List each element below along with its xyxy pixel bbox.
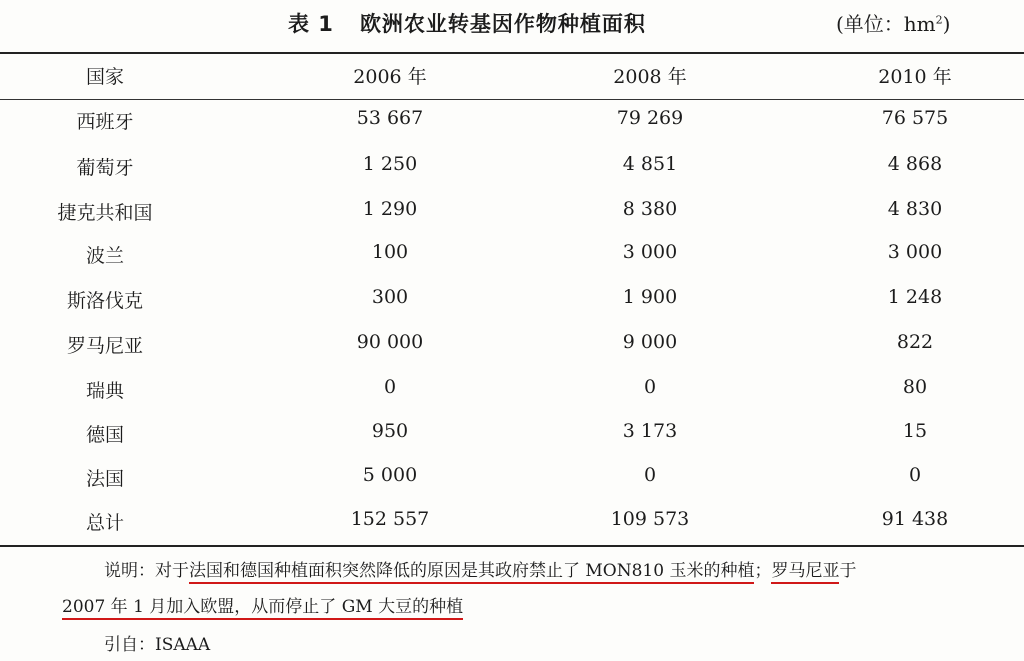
unit-suffix: )	[942, 12, 951, 36]
value-cell: 0	[383, 376, 397, 398]
table-row	[0, 376, 1024, 416]
value-cell: 822	[896, 331, 934, 353]
table-row	[0, 420, 1024, 460]
value-cell: 0	[643, 376, 657, 398]
value-cell: 5 000	[362, 464, 418, 486]
value-cell: 1 900	[622, 286, 678, 308]
country-cell: 葡萄牙	[76, 157, 134, 179]
unit-prefix: (单位：hm	[836, 12, 936, 36]
country-cell: 斯洛伐克	[66, 290, 143, 312]
value-cell: 1 290	[362, 198, 418, 220]
value-cell: 15	[902, 420, 928, 442]
country-cell: 总计	[85, 512, 124, 534]
underlined-text: 2007 年 1 月加入欧盟，从而停止了 GM 大豆的种植	[62, 597, 463, 620]
value-cell: 53 667	[356, 107, 424, 129]
table-row	[0, 464, 1024, 504]
value-cell: 90 000	[356, 331, 424, 353]
table-row	[0, 286, 1024, 326]
note-text: 对于	[155, 561, 189, 581]
table-row	[0, 153, 1024, 193]
underlined-text: 法国和德国种植面积突然降低的原因是其政府禁止了 MON810 玉米的种植	[189, 561, 754, 584]
note-text: ；	[754, 561, 772, 581]
value-cell: 8 380	[622, 198, 678, 220]
table-caption: 欧洲农业转基因作物种植面积	[359, 12, 646, 36]
table-row	[0, 241, 1024, 281]
top-rule	[0, 52, 1024, 54]
value-cell: 76 575	[881, 107, 949, 129]
title-main	[288, 8, 646, 38]
country-cell: 罗马尼亚	[66, 335, 143, 357]
country-cell: 法国	[85, 468, 124, 490]
value-cell: 3 173	[622, 420, 678, 442]
value-cell: 300	[371, 286, 409, 308]
value-cell: 9 000	[622, 331, 678, 353]
table-header-row	[0, 62, 1024, 102]
note-text: 于	[839, 561, 857, 581]
value-cell: 1 250	[362, 153, 418, 175]
source-line: 引自：ISAAA	[104, 635, 211, 655]
country-cell: 瑞典	[85, 380, 124, 402]
table-row	[0, 508, 1024, 548]
note-line-2	[62, 592, 463, 617]
value-cell: 152 557	[350, 508, 430, 530]
unit-label	[836, 8, 950, 37]
value-cell: 0	[643, 464, 657, 486]
unit-superscript: 2	[935, 13, 943, 27]
value-cell: 1 248	[887, 286, 943, 308]
value-cell: 80	[902, 376, 928, 398]
note-label: 说明：	[104, 561, 155, 581]
value-cell: 4 851	[622, 153, 678, 175]
value-cell: 79 269	[616, 107, 684, 129]
country-cell: 波兰	[85, 245, 124, 267]
country-cell: 捷克共和国	[57, 202, 153, 224]
table-row	[0, 198, 1024, 238]
value-cell: 4 868	[887, 153, 943, 175]
value-cell: 3 000	[622, 241, 678, 263]
note-line-1	[104, 556, 856, 581]
country-cell: 德国	[85, 424, 124, 446]
value-cell: 4 830	[887, 198, 943, 220]
country-cell: 西班牙	[76, 111, 134, 133]
column-header: 2010 年	[878, 66, 952, 88]
column-header: 2008 年	[613, 66, 687, 88]
column-header: 2006 年	[353, 66, 427, 88]
underlined-text: 罗马尼亚	[771, 561, 839, 584]
table-row	[0, 331, 1024, 371]
table-number: 表 1	[288, 12, 334, 36]
table-row	[0, 107, 1024, 147]
table-title	[0, 6, 1024, 42]
value-cell: 3 000	[887, 241, 943, 263]
column-header: 国家	[85, 66, 124, 88]
value-cell: 0	[908, 464, 922, 486]
value-cell: 109 573	[610, 508, 690, 530]
value-cell: 91 438	[881, 508, 949, 530]
value-cell: 100	[371, 241, 409, 263]
value-cell: 950	[371, 420, 409, 442]
